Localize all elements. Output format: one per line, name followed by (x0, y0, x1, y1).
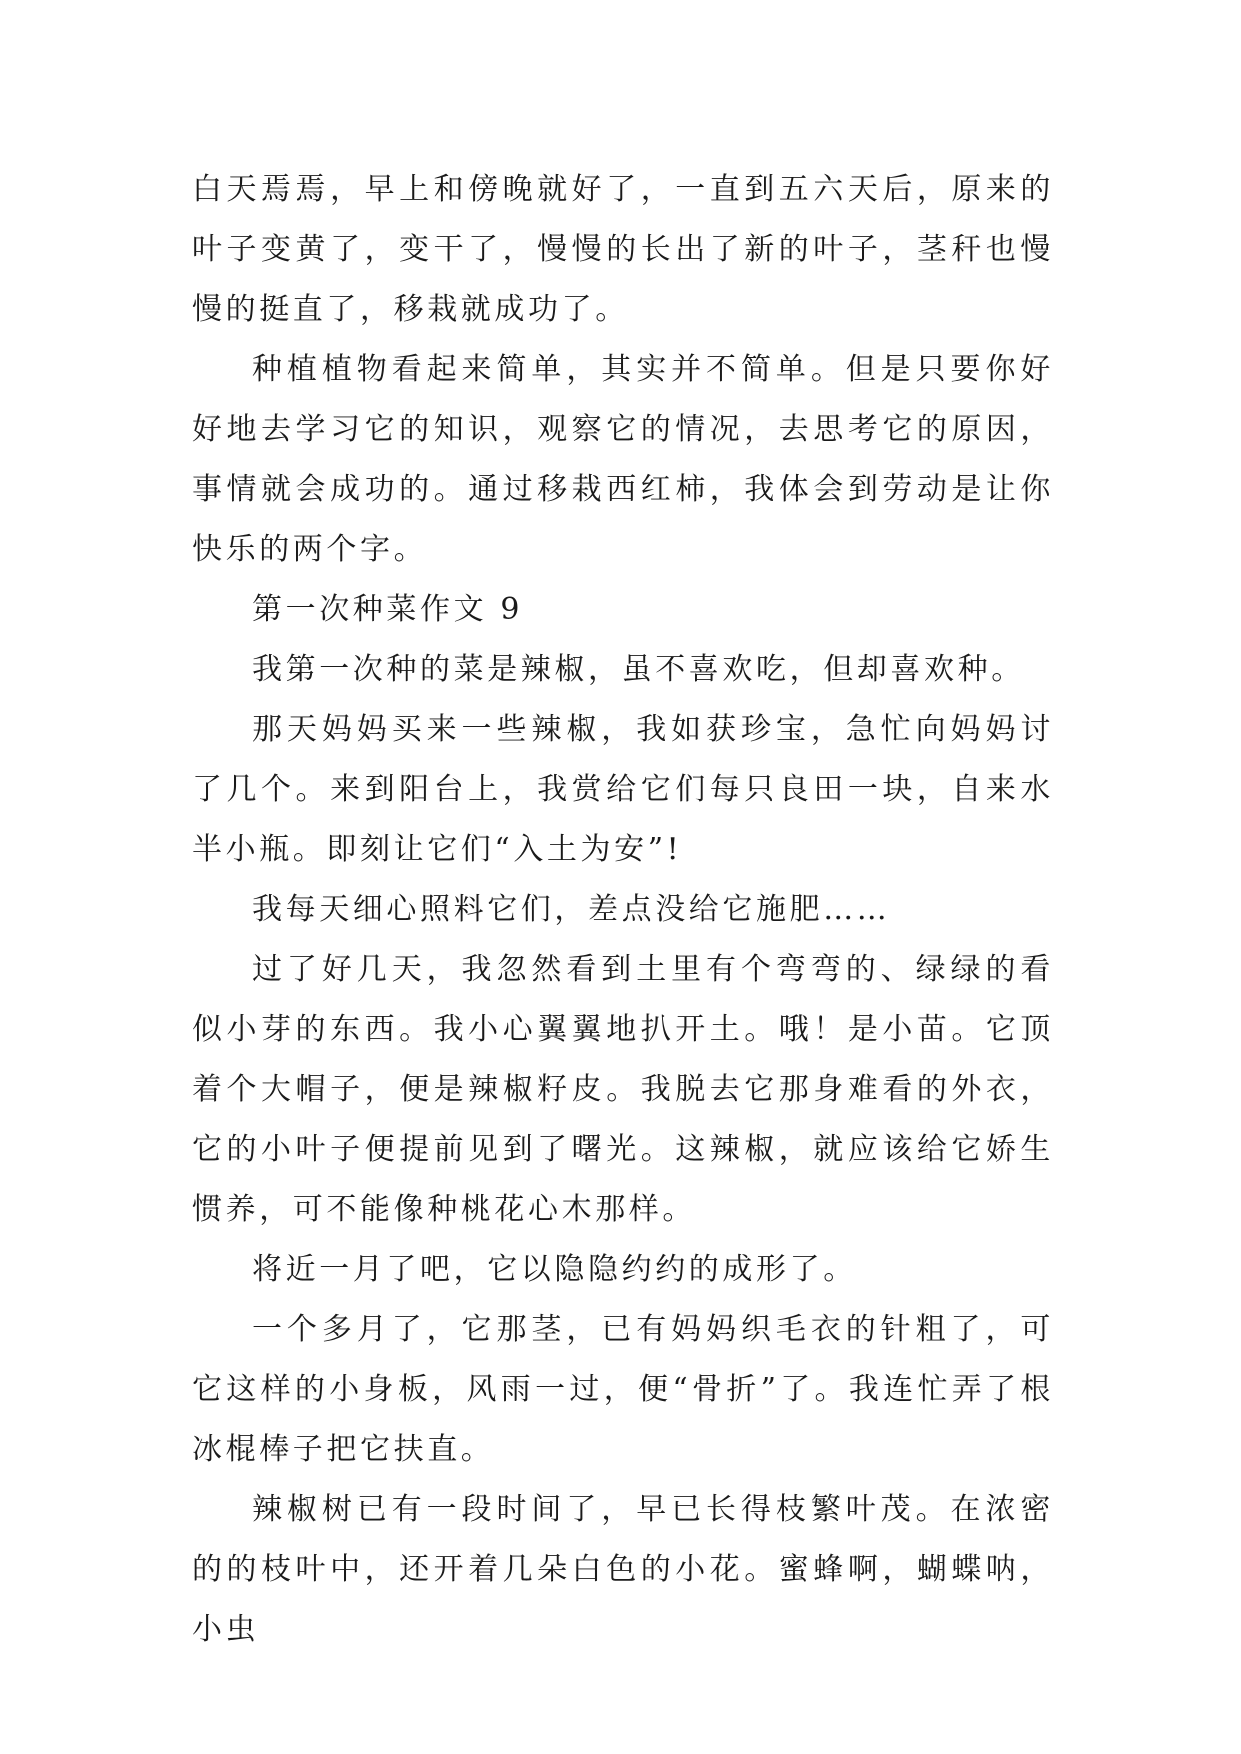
paragraph-2: 种植植物看起来简单，其实并不简单。但是只要你好好地去学习它的知识，观察它的情况，去思考它的原因，事情就会成功的。通过移栽西红柿，我体会到劳动是让你快乐的两个字。 (192, 352, 1054, 567)
paragraph-1: 白天焉焉，早上和傍晚就好了，一直到五六天后，原来的叶子变黄了，变干了，慢慢的长出了新的叶子，茎秆也慢慢的挺直了，移栽就成功了。 (192, 172, 1054, 327)
paragraph-8: 一个多月了，它那茎，已有妈妈织毛衣的针粗了，可它这样的小身板，风雨一过，便“骨折”了。我连忙弄了根冰棍棒子把它扶直。 (192, 1312, 1054, 1467)
paragraph-5: 我每天细心照料它们，差点没给它施肥…… (252, 892, 891, 927)
paragraph-6: 过了好几天，我忽然看到土里有个弯弯的、绿绿的看似小芽的东西。我小心翼翼地扒开土。哦！是小苗。它顶着个大帽子，便是辣椒籽皮。我脱去它那身难看的外衣，它的小叶子便提前见到了曙光。这辣椒，就应该给它娇生惯养，可不能像种桃花心木那样。 (192, 952, 1054, 1227)
paragraph-3: 我第一次种的菜是辣椒，虽不喜欢吃，但却喜欢种。 (252, 652, 1025, 687)
paragraph-7: 将近一月了吧，它以隐隐约约的成形了。 (252, 1252, 857, 1287)
paragraph-4: 那天妈妈买来一些辣椒，我如获珍宝，急忙向妈妈讨了几个。来到阳台上，我赏给它们每只良田一块，自来水半小瓶。即刻让它们“入土为安”! (192, 712, 1054, 867)
paragraph-9: 辣椒树已有一段时间了，早已长得枝繁叶茂。在浓密的的枝叶中，还开着几朵白色的小花。蜜蜂啊，蝴蝶呐，小虫 (192, 1492, 1054, 1647)
document-body (192, 160, 1054, 1660)
section-heading: 第一次种菜作文 9 (252, 592, 524, 627)
